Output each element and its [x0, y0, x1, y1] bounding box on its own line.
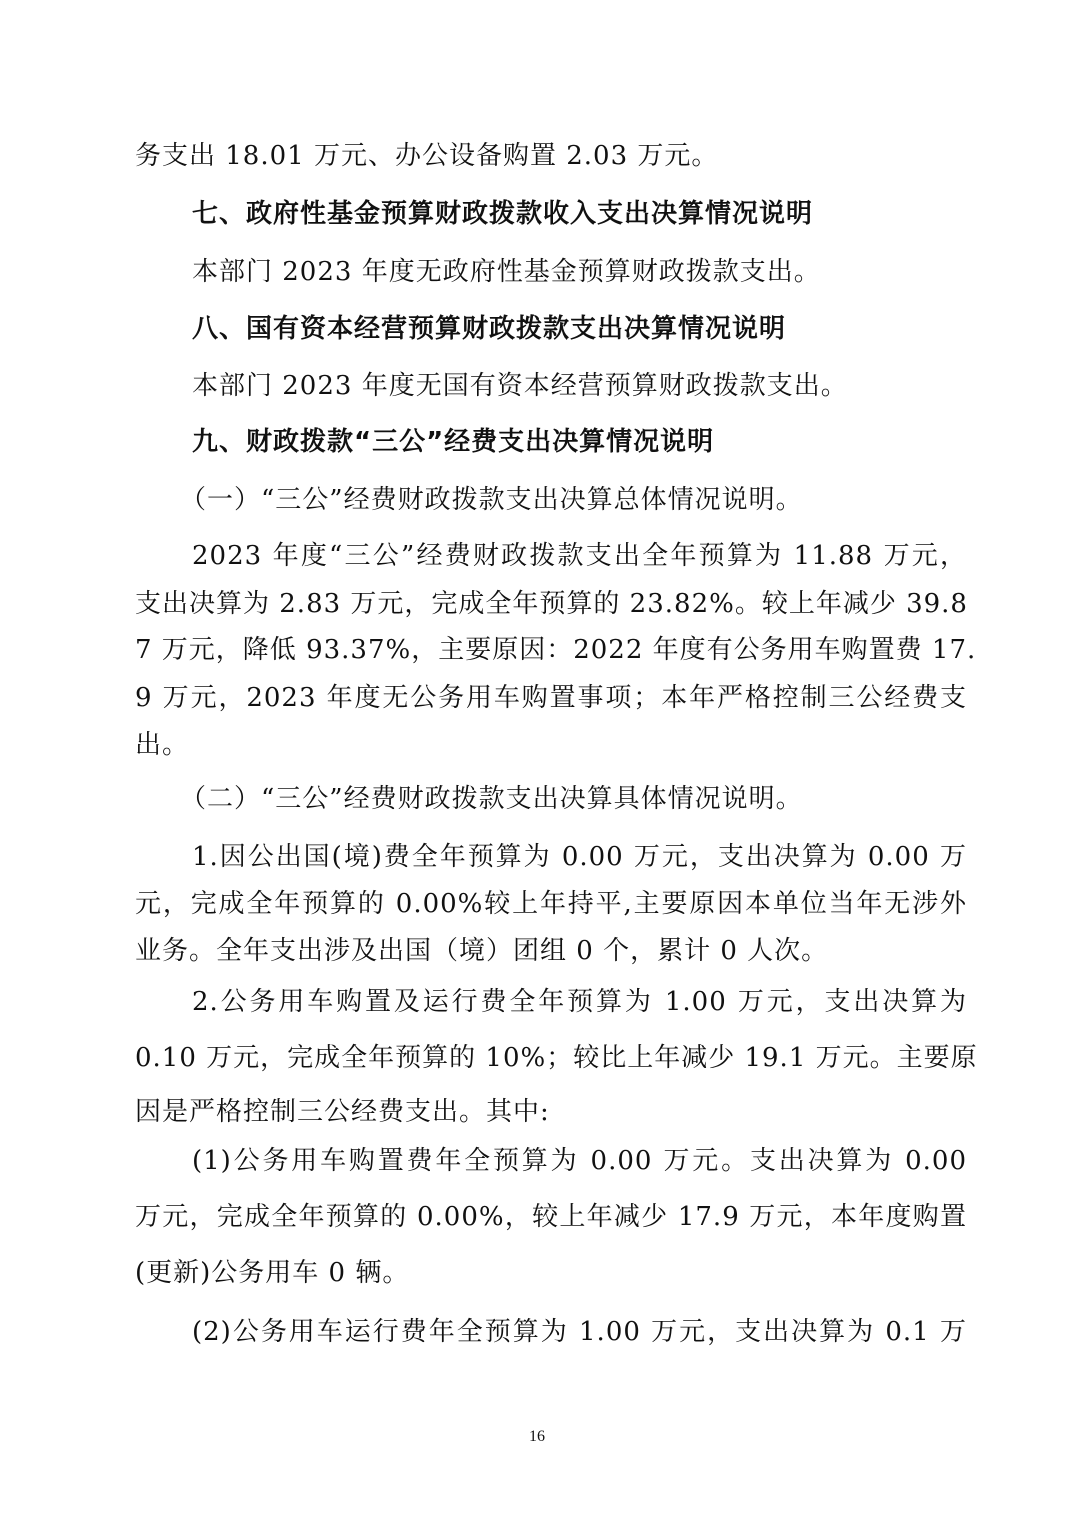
text-line: 万元，完成全年预算的 0.00%，较上年减少 17.9 万元，本年度购置	[135, 1202, 967, 1232]
text-line: 2023 年度“三公”经费财政拨款支出全年预算为 11.88 万元，	[192, 541, 967, 571]
text-line: 0.10 万元，完成全年预算的 10%；较比上年减少 19.1 万元。主要原	[135, 1043, 978, 1073]
page-number: 16	[529, 1428, 545, 1445]
section-heading-9: 九、财政拨款“三公”经费支出决算情况说明	[192, 427, 715, 457]
text-line: 业务。全年支出涉及出国（境）团组 0 个，累计 0 人次。	[135, 936, 829, 966]
text-line: 2.公务用车购置及运行费全年预算为 1.00 万元，支出决算为	[192, 987, 967, 1017]
section-heading-8: 八、国有资本经营预算财政拨款支出决算情况说明	[192, 314, 787, 344]
subsection-heading-2: （二）“三公”经费财政拨款支出决算具体情况说明。	[180, 784, 803, 814]
text-line: 9 万元，2023 年度无公务用车购置事项；本年严格控制三公经费支	[135, 683, 967, 713]
text-line: 支出决算为 2.83 万元，完成全年预算的 23.82%。较上年减少 39.8	[135, 589, 968, 619]
text-line: 1.因公出国(境)费全年预算为 0.00 万元，支出决算为 0.00 万	[192, 842, 967, 872]
text-line: 务支出 18.01 万元、办公设备购置 2.03 万元。	[135, 141, 719, 171]
text-line: (更新)公务用车 0 辆。	[135, 1258, 410, 1288]
text-line: 元，完成全年预算的 0.00%较上年持平,主要原因本单位当年无涉外	[135, 889, 967, 919]
text-line: (2)公务用车运行费年全预算为 1.00 万元，支出决算为 0.1 万	[192, 1317, 967, 1347]
text-line: 本部门 2023 年度无国有资本经营预算财政拨款支出。	[192, 371, 848, 401]
text-line: 7 万元，降低 93.37%，主要原因：2022 年度有公务用车购置费 17.	[135, 635, 977, 665]
text-line: (1)公务用车购置费年全预算为 0.00 万元。支出决算为 0.00	[192, 1146, 967, 1176]
section-heading-7: 七、政府性基金预算财政拨款收入支出决算情况说明	[192, 199, 814, 229]
subsection-heading-1: （一）“三公”经费财政拨款支出决算总体情况说明。	[180, 485, 803, 515]
text-line: 出。	[135, 730, 190, 760]
text-line: 本部门 2023 年度无政府性基金预算财政拨款支出。	[192, 257, 821, 287]
text-line: 因是严格控制三公经费支出。其中:	[135, 1097, 550, 1127]
